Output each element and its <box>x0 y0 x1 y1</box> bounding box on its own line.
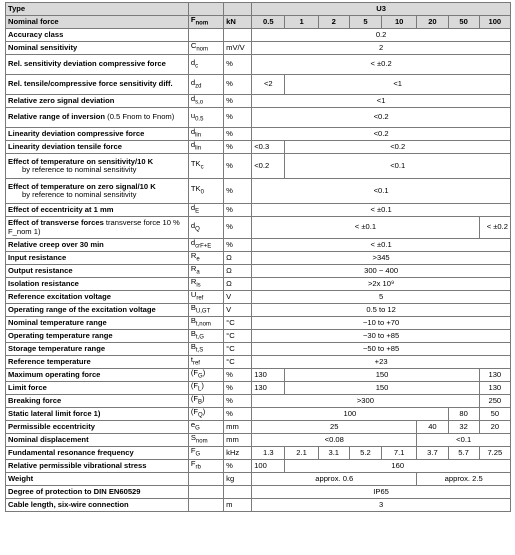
value-cell: <0.2 <box>252 108 511 128</box>
unit-cell: % <box>224 395 252 408</box>
spec-row <box>6 486 511 499</box>
spec-row <box>6 141 511 154</box>
value-cell: < ±0.1 <box>252 239 511 252</box>
parameter-label <box>6 486 189 499</box>
spec-row <box>6 239 511 252</box>
parameter-label <box>6 141 189 154</box>
parameter-label <box>6 317 189 330</box>
spec-row <box>6 421 511 434</box>
spec-row <box>6 179 511 204</box>
parameter-label <box>6 278 189 291</box>
parameter-name: Input resistance <box>8 252 67 262</box>
parameter-name: Weight <box>8 473 34 483</box>
parameter-subtext: by reference to nominal sensitivity <box>22 165 137 174</box>
value-cell: 5.7 <box>448 447 479 460</box>
spec-row <box>6 252 511 265</box>
symbol-cell: $d_{lin}$ <box>188 128 223 141</box>
parameter-name: Operating temperature range <box>8 330 113 340</box>
unit-cell: % <box>224 204 252 217</box>
value-cell: 100 <box>252 460 285 473</box>
spec-row <box>6 395 511 408</box>
spec-row <box>6 356 511 369</box>
value-cell: <0.2 <box>285 141 511 154</box>
parameter-name: Isolation resistance <box>8 278 79 288</box>
symbol-cell: $F_{rb}$ <box>188 460 223 473</box>
parameter-label <box>6 252 189 265</box>
parameter-name: Output resistance <box>8 265 73 275</box>
spec-row <box>6 95 511 108</box>
value-cell: 80 <box>448 408 479 421</box>
value-cell: 130 <box>479 369 510 382</box>
spec-row <box>6 217 511 239</box>
unit-cell: mm <box>224 434 252 447</box>
value-cell: <0.1 <box>417 434 511 447</box>
unit-cell: % <box>224 217 252 239</box>
parameter-label <box>6 473 189 486</box>
symbol-cell: $U_{ref}$ <box>188 291 223 304</box>
symbol-cell <box>188 499 223 512</box>
unit-cell: kHz <box>224 447 252 460</box>
unit-cell: Ω <box>224 265 252 278</box>
symbol-cell: $C_{nom}$ <box>188 42 223 55</box>
unit-cell: Ω <box>224 252 252 265</box>
value-cell: < ±0.2 <box>252 55 511 75</box>
symbol-cell: $R_a$ <box>188 265 223 278</box>
symbol-cell: $d_E$ <box>188 204 223 217</box>
value-cell: <1 <box>285 75 511 95</box>
value-cell: 3 <box>252 499 511 512</box>
unit-cell <box>224 29 252 42</box>
spec-row <box>6 499 511 512</box>
value-cell: 5 <box>349 16 381 29</box>
spec-row <box>6 278 511 291</box>
parameter-label <box>6 330 189 343</box>
parameter-name: Type <box>8 3 26 13</box>
spec-row <box>6 343 511 356</box>
specifications-table-body <box>6 3 511 512</box>
parameter-label <box>6 304 189 317</box>
unit-cell: % <box>224 55 252 75</box>
symbol-cell: $TK_c$ <box>188 154 223 179</box>
parameter-label <box>6 343 189 356</box>
parameter-label <box>6 95 189 108</box>
unit-cell: % <box>224 179 252 204</box>
parameter-label <box>6 3 189 16</box>
parameter-label <box>6 382 189 395</box>
value-cell: 20 <box>417 16 448 29</box>
parameter-label <box>6 239 189 252</box>
symbol-cell: $d_{crF+E}$ <box>188 239 223 252</box>
parameter-label <box>6 154 189 179</box>
parameter-name: Operating range of the excitation voltage <box>8 304 156 314</box>
value-cell: −10 to +70 <box>252 317 511 330</box>
parameter-name: Degree of protection to DIN EN60529 <box>8 486 141 496</box>
value-cell: 0.2 <box>252 29 511 42</box>
symbol-cell: $d_c$ <box>188 55 223 75</box>
parameter-name: Relative range of inversion <box>8 112 106 122</box>
parameter-label <box>6 265 189 278</box>
unit-cell: % <box>224 239 252 252</box>
parameter-name: Linearity deviation compressive force <box>8 128 145 138</box>
value-cell: 150 <box>285 369 479 382</box>
spec-row <box>6 447 511 460</box>
unit-cell: mV/V <box>224 42 252 55</box>
value-cell: <0.1 <box>285 154 511 179</box>
parameter-name: Fundamental resonance frequency <box>8 447 134 457</box>
symbol-cell: $B_{t,S}$ <box>188 343 223 356</box>
parameter-name: Reference temperature <box>8 356 91 366</box>
value-cell: 2 <box>318 16 349 29</box>
unit-cell: % <box>224 154 252 179</box>
symbol-cell: $B_{t,nom}$ <box>188 317 223 330</box>
spec-row <box>6 369 511 382</box>
parameter-name: Relative zero signal deviation <box>8 95 115 105</box>
value-cell: <1 <box>252 95 511 108</box>
spec-row <box>6 460 511 473</box>
parameter-name: Nominal force <box>8 16 59 26</box>
value-cell: 0.5 to 12 <box>252 304 511 317</box>
value-cell: 150 <box>285 382 479 395</box>
value-cell: 130 <box>479 382 510 395</box>
parameter-name: Nominal sensitivity <box>8 42 78 52</box>
value-cell: 50 <box>448 16 479 29</box>
value-cell: 7.25 <box>479 447 510 460</box>
value-cell: 1 <box>285 16 318 29</box>
parameter-label <box>6 460 189 473</box>
parameter-note: (0.5 Fnom to Fnom) <box>105 112 175 122</box>
value-cell: 250 <box>479 395 510 408</box>
parameter-label <box>6 395 189 408</box>
parameter-name: Effect of temperature on sensitivity/10 K <box>8 156 154 166</box>
spec-row <box>6 434 511 447</box>
value-cell: +23 <box>252 356 511 369</box>
parameter-label <box>6 434 189 447</box>
value-cell: 2 <box>252 42 511 55</box>
symbol-cell: $(F_B)$ <box>188 395 223 408</box>
value-cell: <0.2 <box>252 154 285 179</box>
value-cell: >345 <box>252 252 511 265</box>
parameter-label <box>6 108 189 128</box>
value-cell: 5.2 <box>349 447 381 460</box>
unit-cell: Ω <box>224 278 252 291</box>
parameter-name: Effect of temperature on zero signal/10 K <box>8 181 156 191</box>
parameter-label <box>6 217 189 239</box>
symbol-cell: $d_{s,o}$ <box>188 95 223 108</box>
unit-cell: % <box>224 108 252 128</box>
unit-cell <box>224 3 252 16</box>
value-cell: 160 <box>285 460 511 473</box>
value-cell: 32 <box>448 421 479 434</box>
spec-row <box>6 265 511 278</box>
spec-row <box>6 382 511 395</box>
parameter-name: Permissible eccentricity <box>8 421 95 431</box>
symbol-cell: $d_Q$ <box>188 217 223 239</box>
value-cell: < ±0.1 <box>252 217 479 239</box>
parameter-name: Reference excitation voltage <box>8 291 111 301</box>
unit-cell: °C <box>224 356 252 369</box>
value-cell: < ±0.1 <box>252 204 511 217</box>
symbol-cell: $B_{U,GT}$ <box>188 304 223 317</box>
spec-row <box>6 408 511 421</box>
symbol-cell: $R_{is}$ <box>188 278 223 291</box>
value-cell: 100 <box>252 408 448 421</box>
parameter-label <box>6 204 189 217</box>
value-cell: 50 <box>479 408 510 421</box>
unit-cell: kg <box>224 473 252 486</box>
symbol-cell: $B_{t,G}$ <box>188 330 223 343</box>
symbol-cell: $u_{0.5}$ <box>188 108 223 128</box>
parameter-name: Linearity deviation tensile force <box>8 141 122 151</box>
parameter-label <box>6 29 189 42</box>
parameter-name: Maximum operating force <box>8 369 101 379</box>
symbol-cell: $TK_0$ <box>188 179 223 204</box>
value-cell: approx. 0.6 <box>252 473 417 486</box>
symbol-cell: $S_{nom}$ <box>188 434 223 447</box>
parameter-label <box>6 128 189 141</box>
unit-cell: V <box>224 304 252 317</box>
unit-cell: kN <box>224 16 252 29</box>
unit-cell: % <box>224 95 252 108</box>
spec-row <box>6 128 511 141</box>
parameter-label <box>6 75 189 95</box>
spec-row <box>6 291 511 304</box>
parameter-note: transverse force 10 % F_nom 1) <box>8 218 180 236</box>
parameter-label <box>6 447 189 460</box>
spec-row <box>6 29 511 42</box>
value-cell: 20 <box>479 421 510 434</box>
unit-cell: °C <box>224 343 252 356</box>
parameter-name: Static lateral limit force 1) <box>8 408 101 418</box>
value-cell: −30 to +85 <box>252 330 511 343</box>
value-cell: 130 <box>252 369 285 382</box>
value-cell: 2.1 <box>285 447 318 460</box>
unit-cell: % <box>224 460 252 473</box>
value-cell: 300 − 400 <box>252 265 511 278</box>
value-cell: <2 <box>252 75 285 95</box>
symbol-cell <box>188 486 223 499</box>
parameter-label <box>6 408 189 421</box>
parameter-name: Relative creep over 30 min <box>8 239 104 249</box>
unit-cell: % <box>224 382 252 395</box>
spec-row <box>6 204 511 217</box>
value-cell: <0.1 <box>252 179 511 204</box>
unit-cell: % <box>224 369 252 382</box>
value-cell: < ±0.2 <box>479 217 510 239</box>
value-cell: <0.08 <box>252 434 417 447</box>
value-cell: 130 <box>252 382 285 395</box>
parameter-name: Relative permissible vibrational stress <box>8 460 147 470</box>
header-row <box>6 16 511 29</box>
value-cell: 10 <box>382 16 417 29</box>
value-cell: 25 <box>252 421 417 434</box>
value-cell: 3.1 <box>318 447 349 460</box>
value-cell: 7.1 <box>382 447 417 460</box>
symbol-cell: $d_{lin}$ <box>188 141 223 154</box>
unit-cell: % <box>224 128 252 141</box>
parameter-name: Storage temperature range <box>8 343 106 353</box>
value-cell: 3.7 <box>417 447 448 460</box>
value-cell: 0.5 <box>252 16 285 29</box>
spec-row <box>6 330 511 343</box>
value-cell: 5 <box>252 291 511 304</box>
symbol-cell: $d_{zd}$ <box>188 75 223 95</box>
parameter-label <box>6 55 189 75</box>
parameter-label <box>6 16 189 29</box>
specifications-table <box>5 2 511 512</box>
parameter-name: Rel. tensile/compressive force sensitivity diff. <box>8 79 173 89</box>
value-cell: <0.3 <box>252 141 285 154</box>
parameter-name: Effect of transverse forces <box>8 218 104 228</box>
unit-cell: % <box>224 408 252 421</box>
value-cell: U3 <box>252 3 511 16</box>
unit-cell: % <box>224 141 252 154</box>
value-cell: 1.3 <box>252 447 285 460</box>
parameter-label <box>6 179 189 204</box>
parameter-label <box>6 499 189 512</box>
parameter-name: Effect of eccentricity at 1 mm <box>8 204 114 214</box>
value-cell: −50 to +85 <box>252 343 511 356</box>
parameter-name: Breaking force <box>8 395 62 405</box>
value-cell: 100 <box>479 16 510 29</box>
spec-row <box>6 317 511 330</box>
parameter-name: Rel. sensitivity deviation compressive force <box>8 59 166 69</box>
symbol-cell: $e_G$ <box>188 421 223 434</box>
parameter-label <box>6 421 189 434</box>
symbol-cell: $(F_G)$ <box>188 369 223 382</box>
parameter-name: Nominal temperature range <box>8 317 107 327</box>
symbol-cell: $(F_L)$ <box>188 382 223 395</box>
symbol-cell: $R_e$ <box>188 252 223 265</box>
parameter-name: Nominal displacement <box>8 434 89 444</box>
parameter-name: Limit force <box>8 382 47 392</box>
spec-row <box>6 108 511 128</box>
parameter-label <box>6 291 189 304</box>
unit-cell: % <box>224 75 252 95</box>
spec-row <box>6 154 511 179</box>
unit-cell <box>224 486 252 499</box>
symbol-cell: $F_{nom}$ <box>188 16 223 29</box>
symbol-cell <box>188 29 223 42</box>
value-cell: >2x 10⁹ <box>252 278 511 291</box>
parameter-name: Accuracy class <box>8 29 64 39</box>
symbol-cell: $F_G$ <box>188 447 223 460</box>
spec-row <box>6 75 511 95</box>
parameter-name: Cable length, six-wire connection <box>8 499 129 509</box>
parameter-label <box>6 356 189 369</box>
parameter-label <box>6 42 189 55</box>
symbol-cell: $(F_Q)$ <box>188 408 223 421</box>
parameter-subtext: by reference to nominal sensitivity <box>22 190 137 199</box>
spec-row <box>6 42 511 55</box>
spec-row <box>6 304 511 317</box>
value-cell: approx. 2.5 <box>417 473 511 486</box>
spec-row <box>6 473 511 486</box>
value-cell: <0.2 <box>252 128 511 141</box>
header-row <box>6 3 511 16</box>
symbol-cell: $t_{ref}$ <box>188 356 223 369</box>
unit-cell: °C <box>224 330 252 343</box>
symbol-cell <box>188 3 223 16</box>
value-cell: >300 <box>252 395 479 408</box>
value-cell: IP65 <box>252 486 511 499</box>
value-cell: 40 <box>417 421 448 434</box>
parameter-label <box>6 369 189 382</box>
unit-cell: mm <box>224 421 252 434</box>
unit-cell: V <box>224 291 252 304</box>
unit-cell: m <box>224 499 252 512</box>
unit-cell: °C <box>224 317 252 330</box>
spec-row <box>6 55 511 75</box>
symbol-cell <box>188 473 223 486</box>
